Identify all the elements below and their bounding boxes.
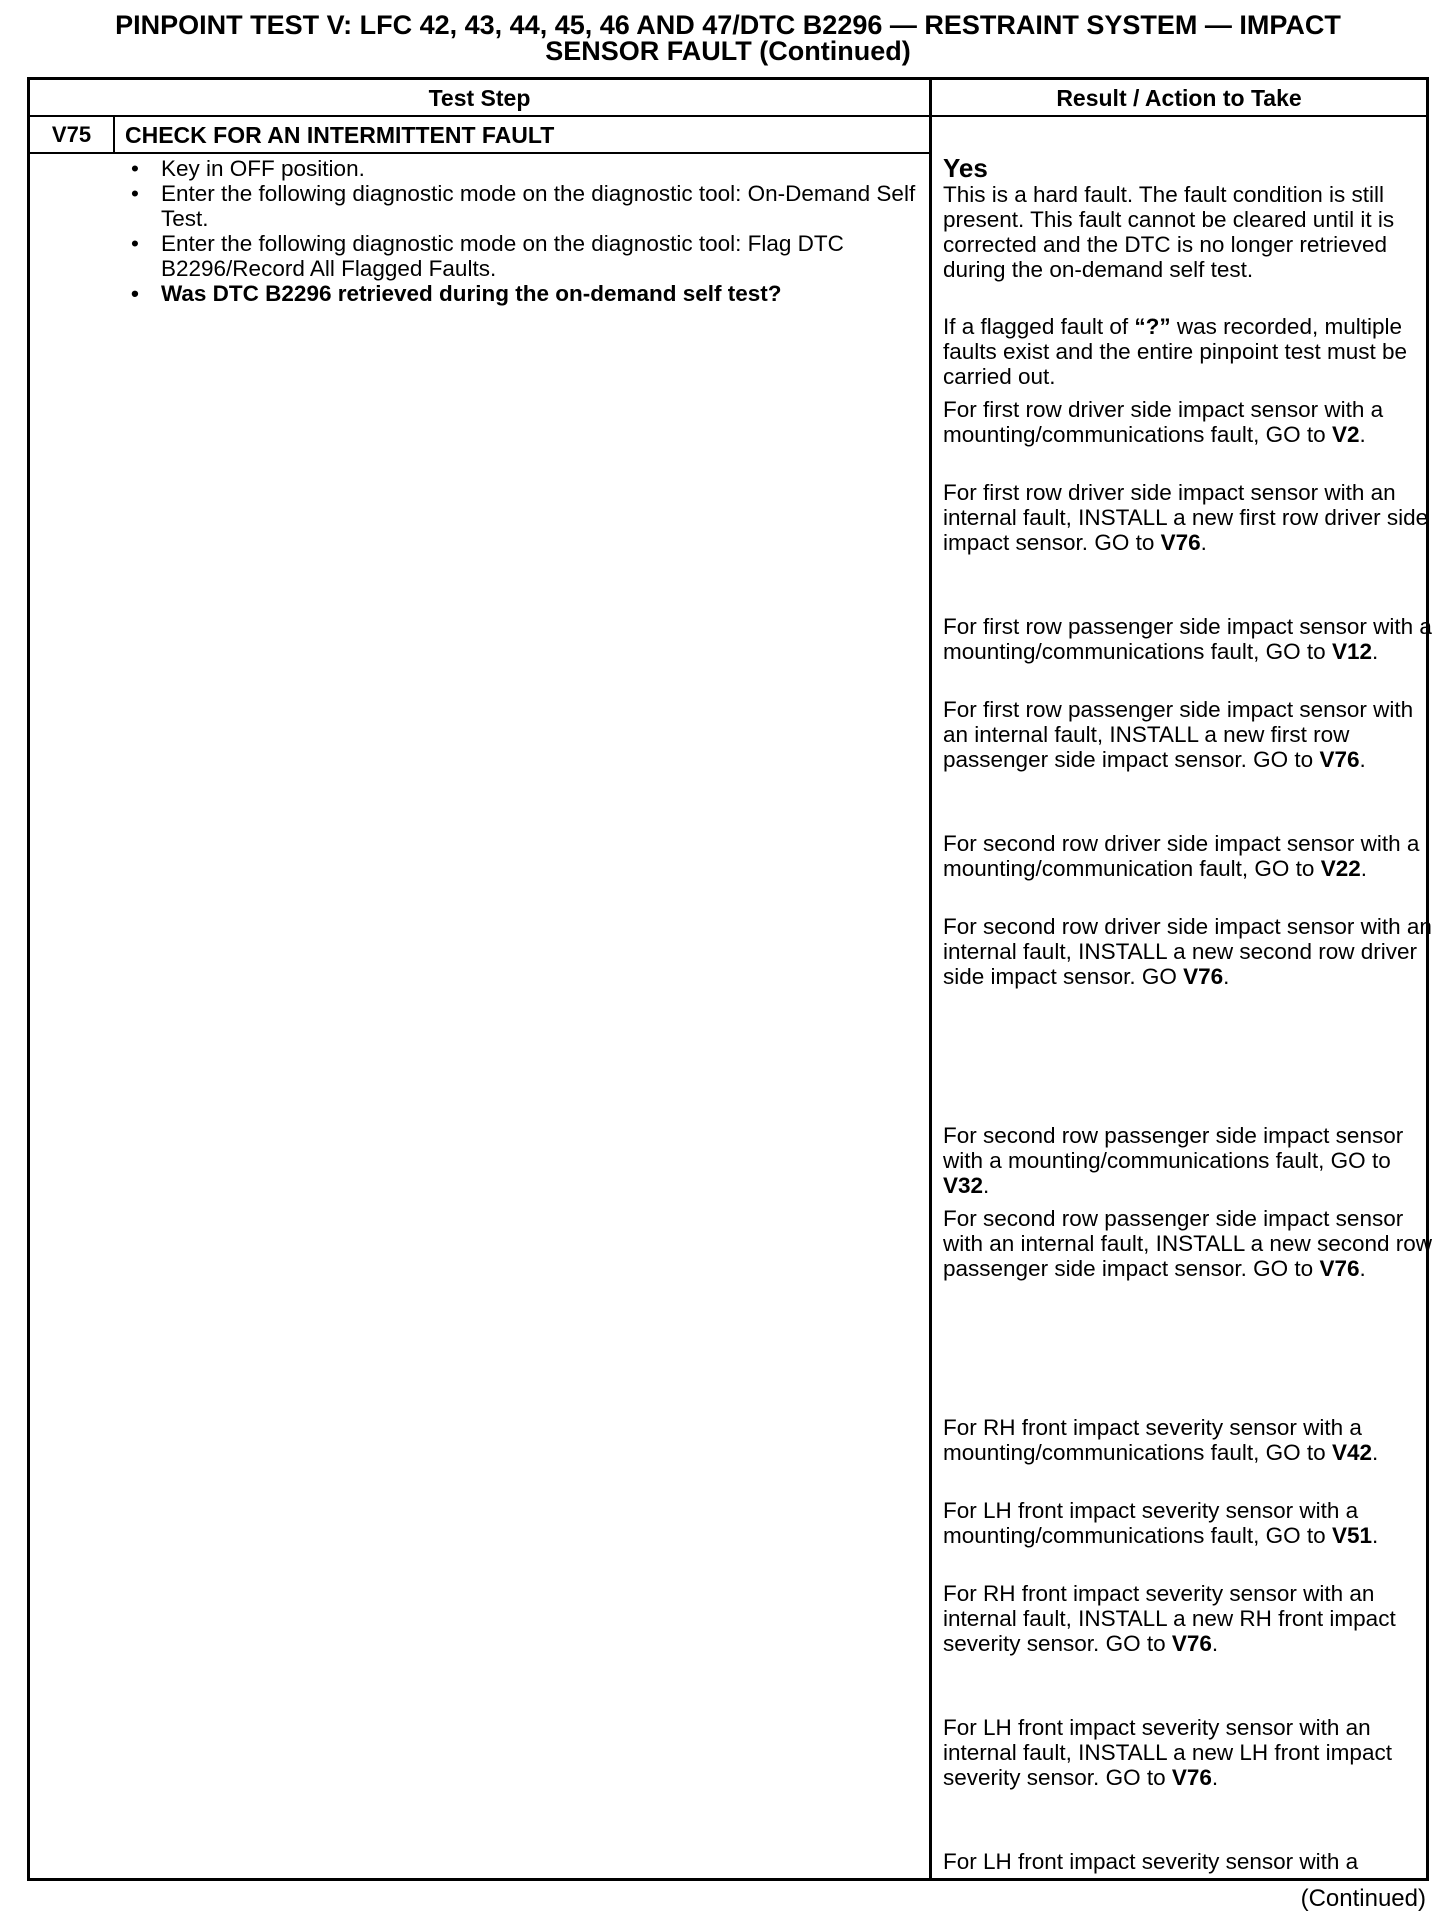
result-paragraph: [943, 1849, 1433, 1874]
result-text: For first row driver side impact sensor with a mounting/communications fault, GO to: [943, 397, 1384, 447]
result-text: .: [1359, 747, 1366, 772]
test-step-text: Was DTC B2296 retrieved during the on-demand self test?: [161, 281, 782, 306]
result-paragraph: [943, 914, 1433, 989]
goto-step-link[interactable]: V76: [1171, 1765, 1212, 1790]
result-text: For first row passenger side impact sensor with an internal fault, INSTALL a new first row passenger side impact sensor. GO to: [943, 697, 1414, 772]
result-text: For second row driver side impact sensor with an internal fault, INSTALL a new second row driver side impact sensor. GO: [943, 914, 1432, 989]
test-step-item: [125, 156, 925, 181]
result-paragraph: [943, 182, 1433, 282]
result-text: .: [1371, 1523, 1379, 1548]
result-text: .: [1360, 856, 1367, 881]
page-title-line1: PINPOINT TEST V: LFC 42, 43, 44, 45, 46 AND 47/DTC B2296 — RESTRAINT SYSTEM — IMPACT: [115, 10, 1341, 40]
result-text: .: [1371, 639, 1379, 664]
result-text: .: [1359, 422, 1366, 447]
result-paragraph: [943, 1581, 1433, 1656]
result-column: [943, 80, 1433, 1878]
result-text: For RH front impact severity sensor with an internal fault, INSTALL a new RH front impact severity sensor. GO to: [943, 1581, 1396, 1656]
result-text: For second row passenger side impact sensor with an internal fault, INSTALL a new second row passenger side impact sensor. GO to: [943, 1206, 1433, 1281]
bullet-icon: •: [131, 231, 139, 256]
result-yes-label: Yes: [943, 153, 988, 183]
result-text: .: [1211, 1765, 1219, 1790]
result-text: .: [1200, 530, 1207, 555]
step-id: V75: [51, 122, 92, 147]
result-paragraph: [943, 1123, 1433, 1198]
result-paragraph: [943, 1206, 1433, 1281]
result-paragraph: [943, 1715, 1433, 1790]
goto-step-link[interactable]: V76: [1319, 1256, 1360, 1281]
result-text: .: [1223, 964, 1230, 989]
result-text: .: [1371, 1440, 1379, 1465]
goto-step-link[interactable]: V76: [1160, 530, 1201, 555]
result-text: For LH front impact severity sensor with a mounting/communications fault, GO to: [943, 1498, 1359, 1548]
page-title: [0, 12, 1456, 64]
result-paragraph: [943, 397, 1433, 447]
goto-step-link[interactable]: V42: [1331, 1440, 1372, 1465]
step-title-rule: [30, 152, 929, 154]
header-test-step: Test Step: [428, 85, 531, 111]
bullet-icon: •: [131, 156, 139, 181]
goto-step-link[interactable]: V51: [1331, 1523, 1372, 1548]
goto-step-link[interactable]: V22: [1320, 856, 1361, 881]
test-step-text: Key in OFF position.: [161, 156, 365, 181]
result-text: For first row passenger side impact sensor with a mounting/communications fault, GO to: [943, 614, 1432, 664]
goto-step-link[interactable]: V12: [1331, 639, 1372, 664]
goto-step-link[interactable]: V2: [1331, 422, 1360, 447]
result-text: For RH front impact severity sensor with a mounting/communications fault, GO to: [943, 1415, 1362, 1465]
test-step-item: [125, 181, 925, 231]
result-paragraph: [943, 480, 1433, 555]
header-result: Result / Action to Take: [1056, 85, 1302, 111]
test-step-question: [125, 281, 925, 306]
page-title-line2: SENSOR FAULT (Continued): [545, 36, 911, 66]
result-text: For second row driver side impact sensor with a mounting/communication fault, GO to: [943, 831, 1420, 881]
goto-step-link[interactable]: V76: [1171, 1631, 1212, 1656]
result-text: For LH front impact severity sensor with a: [943, 1849, 1359, 1874]
result-text: If a flagged fault of: [943, 314, 1135, 339]
result-paragraph: [943, 1498, 1433, 1548]
result-text: This is a hard fault. The fault condition is still present. This fault cannot be cleared until it is corrected and the DTC is no longer retrieved during the on-demand self test.: [943, 182, 1395, 282]
result-paragraph: [943, 697, 1433, 772]
bullet-icon: •: [131, 281, 139, 306]
result-text: .: [1211, 1631, 1219, 1656]
result-paragraph: [943, 831, 1433, 881]
step-title: CHECK FOR AN INTERMITTENT FAULT: [125, 122, 555, 148]
result-paragraph: [943, 1415, 1433, 1465]
test-step-item: [125, 231, 925, 281]
continued-label: (Continued): [1300, 1885, 1426, 1912]
result-text: For LH front impact severity sensor with an internal fault, INSTALL a new LH front impact severity sensor. GO to: [943, 1715, 1392, 1790]
goto-step-link[interactable]: V76: [1319, 747, 1360, 772]
result-paragraph: [943, 314, 1433, 389]
test-step-list: [125, 156, 925, 306]
result-text: For second row passenger side impact sensor with a mounting/communications fault, GO to: [943, 1123, 1404, 1173]
result-bold: “?”: [1134, 314, 1171, 339]
goto-step-link[interactable]: V32: [943, 1173, 984, 1198]
result-text: was recorded, multiple faults exist and the entire pinpoint test must be carried out.: [943, 314, 1408, 389]
column-divider: [929, 80, 932, 1878]
step-id-divider: [113, 117, 115, 152]
test-step-text: Enter the following diagnostic mode on the diagnostic tool: On-Demand Self Test.: [161, 181, 916, 231]
result-text: .: [1359, 1256, 1366, 1281]
result-text: For first row driver side impact sensor with an internal fault, INSTALL a new first row driver side impact sensor. GO to: [943, 480, 1429, 555]
test-step-text: Enter the following diagnostic mode on the diagnostic tool: Flag DTC B2296/Record All Flagged Faults.: [161, 231, 844, 281]
pinpoint-table: [27, 77, 1433, 1881]
goto-step-link[interactable]: V76: [1183, 964, 1224, 989]
result-text: .: [983, 1173, 990, 1198]
result-paragraph: [943, 614, 1433, 664]
bullet-icon: •: [131, 181, 139, 206]
